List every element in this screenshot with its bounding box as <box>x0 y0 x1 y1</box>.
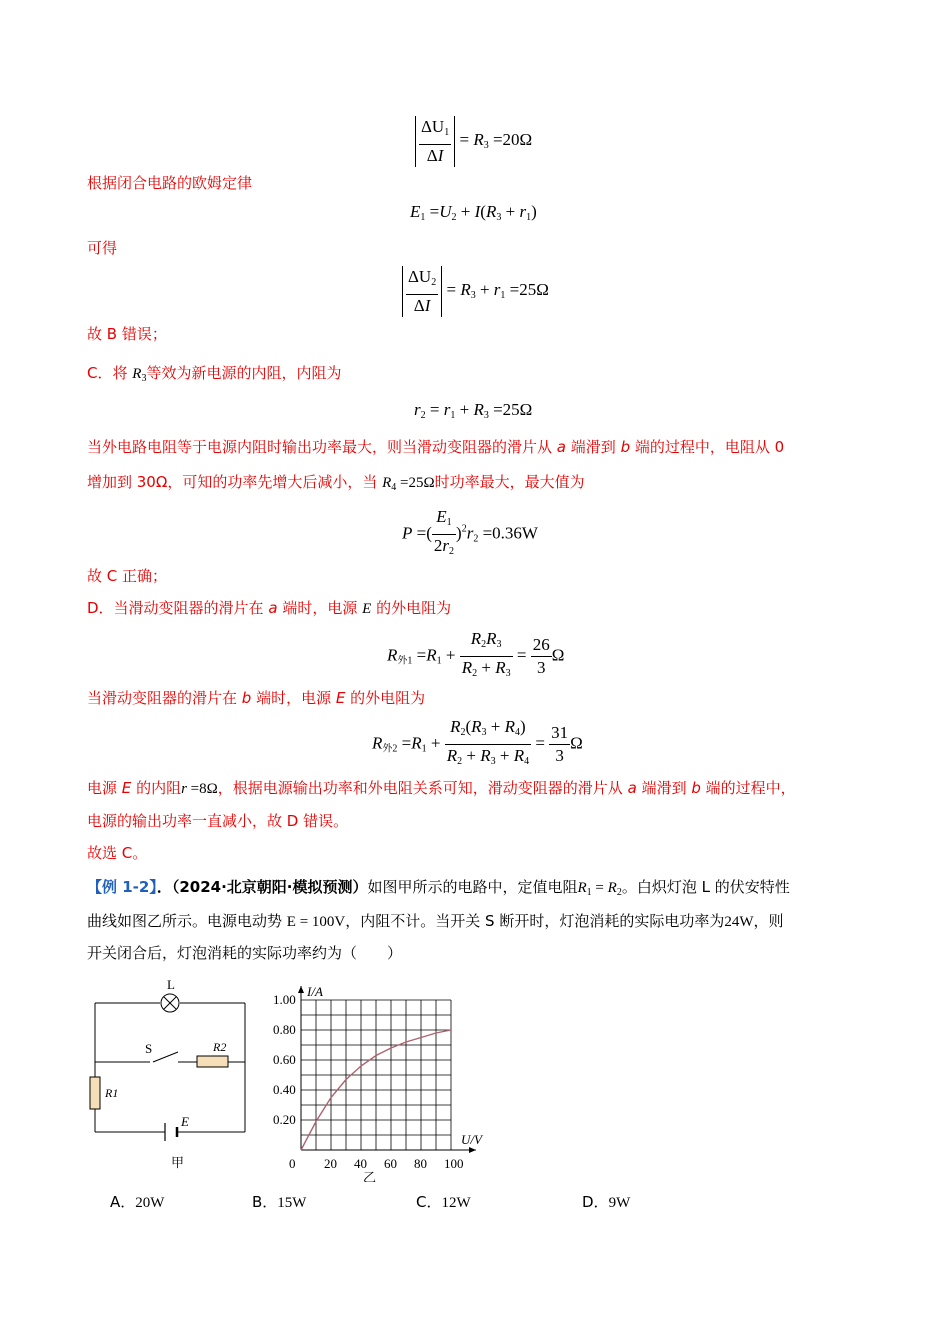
equation-r-wai2: $R_{外2} =R_1$ + $\frac{R_2(R_3 + R_4)}{R_2 + R_3 + R_4}$ = $\frac{31}{3}$ Ω <box>372 717 583 767</box>
y-tick-label: 0.20 <box>273 1112 296 1127</box>
x-axis-arrow <box>469 1147 476 1153</box>
x-tick-label: 20 <box>324 1156 337 1171</box>
text-b-end: 当滑动变阻器的滑片在 b 端时，电源 E 的外电阻为 <box>87 689 426 707</box>
example-tag: 【例 1-2】 <box>87 878 157 896</box>
caption-jia: 甲 <box>171 1155 185 1170</box>
option-c[interactable]: C．12W <box>416 1193 471 1211</box>
equation-du2: $\frac{\Delta U_2}{\Delta I}$ = $R_3 + r_1 =25\Omega$ <box>402 266 549 317</box>
x-tick-label: 0 <box>289 1156 296 1171</box>
x-tick-label: 100 <box>444 1156 464 1171</box>
text-kede: 可得 <box>87 239 118 257</box>
x-tick-label: 60 <box>384 1156 397 1171</box>
text-c-correct: 故 C 正确； <box>87 567 168 585</box>
equation-e1: $E_1 =U_2 + I(R_3 + r_1)$ <box>410 202 537 223</box>
equation-du1: $\frac{\Delta U_1}{\Delta I}$ = $R_3 =20\Omega$ <box>415 116 532 167</box>
equation-power: P =( $\frac{E_1}{2r_2}$ )$^2r_2 =0.36W$ <box>402 507 538 557</box>
resistor-r1 <box>90 1077 100 1109</box>
iv-chart <box>268 972 498 1182</box>
y-axis-arrow <box>298 986 304 993</box>
y-tick-label: 1.00 <box>273 992 296 1007</box>
label-s: S <box>145 1041 153 1056</box>
label-r2: R2 <box>213 1040 227 1054</box>
label-l: L <box>167 977 175 992</box>
y-tick-label: 0.40 <box>273 1082 296 1097</box>
y-tick-label: 0.80 <box>273 1022 296 1037</box>
lamp-icon <box>161 994 179 1012</box>
example-line3: 开关闭合后，灯泡消耗的实际功率约为（ ） <box>87 944 403 962</box>
x-axis-label: U/V <box>461 1132 482 1147</box>
example-line1: 【例 1-2】．（2024·北京朝阳·模拟预测）如图甲所示的电路中，定值电阻$R_1 = R_2$。白炽灯泡 L 的伏安特性 <box>87 878 790 898</box>
x-tick-label: 40 <box>354 1156 367 1171</box>
text-para1: 当外电路电阻等于电源内阻时输出功率最大，则当滑动变阻器的滑片从 a 端滑到 b 端的过程中，电阻从 0 <box>87 438 785 456</box>
text-ohm-law: 根据闭合电路的欧姆定律 <box>87 174 253 192</box>
circuit-diagram <box>85 975 255 1175</box>
example-source: ．（2024·北京朝阳·模拟预测） <box>156 878 368 896</box>
text-final2: 电源的输出功率一直减小，故 D 错误。 <box>87 812 349 830</box>
text-para2: 增加到 30Ω，可知的功率先增大后减小，当 $R_4 =25\Omega$时功率最大，最大值为 <box>87 473 585 493</box>
text-d-intro: D．当滑动变阻器的滑片在 a 端时，电源 E 的外电阻为 <box>87 599 452 617</box>
option-b[interactable]: B．15W <box>252 1193 307 1211</box>
equation-r2: $r_2 = r_1 + R_3 =25\Omega$ <box>414 400 533 421</box>
text-b-wrong: 故 B 错误； <box>87 325 167 343</box>
text-c-intro: C．将 $R_3$等效为新电源的内阻，内阻为 <box>87 364 342 384</box>
label-e: E <box>181 1114 189 1129</box>
x-tick-label: 80 <box>414 1156 427 1171</box>
resistor-r2 <box>197 1056 228 1067</box>
y-tick-label: 0.60 <box>273 1052 296 1067</box>
option-a[interactable]: A．20W <box>110 1193 165 1211</box>
text-choose-c: 故选 C。 <box>87 844 148 862</box>
text-final1: 电源 E 的内阻r =8Ω，根据电源输出功率和外电阻关系可知，滑动变阻器的滑片从 a 端滑到 b 端的过程中， <box>87 779 796 797</box>
equation-r-wai1: $R_{外1} =R_1$ + $\frac{R_2R_3}{R_2 + R_3}$ = $\frac{26}{3}$ Ω <box>387 629 565 679</box>
label-r1: R1 <box>105 1086 119 1100</box>
y-axis-label: I/A <box>307 984 323 999</box>
example-line2: 曲线如图乙所示。电源电动势 E = 100V，内阻不计。当开关 S 断开时，灯泡消耗的实际电功率为24W，则 <box>87 912 784 930</box>
option-d[interactable]: D．9W <box>582 1193 631 1211</box>
caption-yi: 乙 <box>363 1170 377 1182</box>
